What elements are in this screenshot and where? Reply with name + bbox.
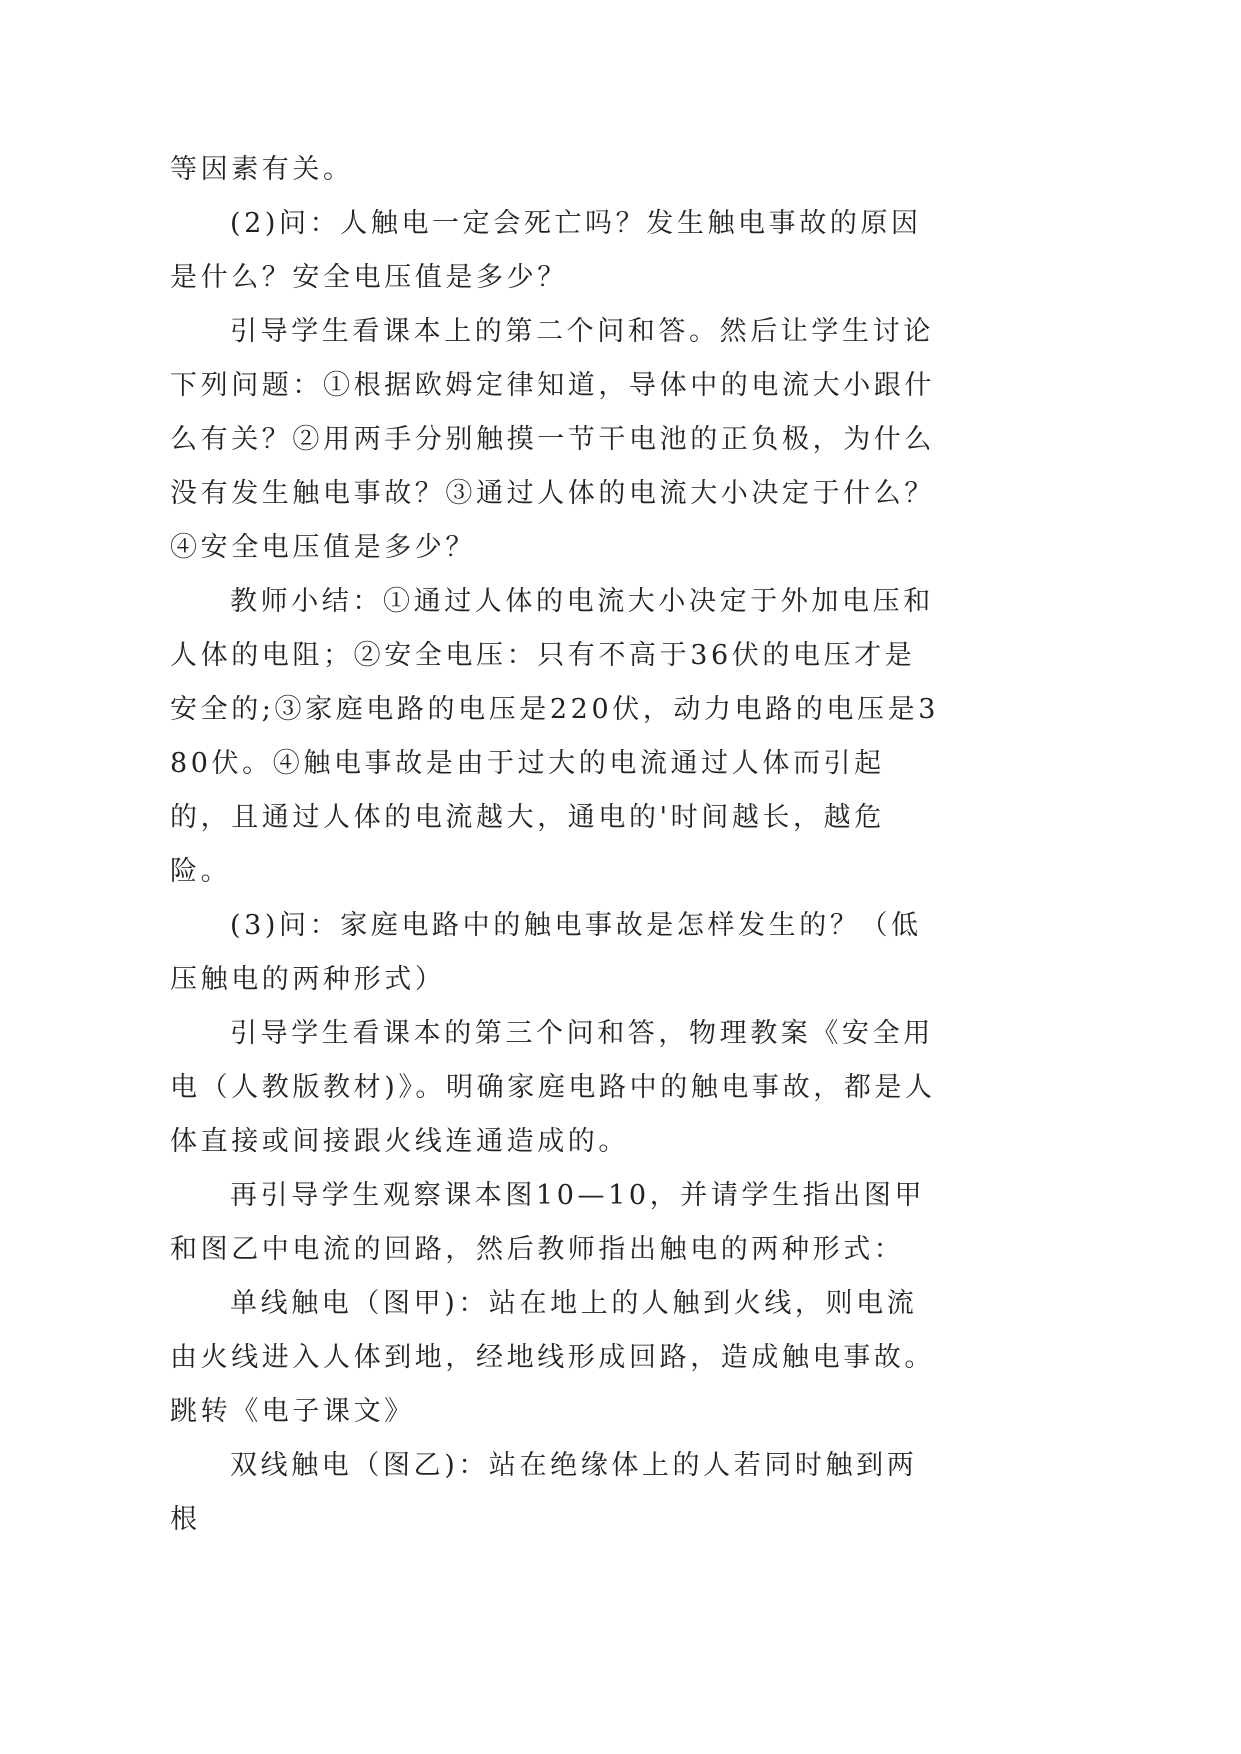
paragraph-textbook-guide: 引导学生看课本的第三个问和答，物理教案《安全用电（人教版教材)》。明确家庭电路中的触电事故，都是人体直接或间接跟火线连通造成的。: [170, 1018, 936, 1157]
document-body: [170, 143, 940, 1547]
paragraph-question-2: (2)问：人触电一定会死亡吗？发生触电事故的原因是什么？安全电压值是多少？: [170, 208, 922, 293]
paragraph-figure-observation: 再引导学生观察课本图10—10，并请学生指出图甲和图乙中电流的回路，然后教师指出触电的两种形式：: [170, 1180, 926, 1265]
paragraph-teacher-summary: 教师小结：①通过人体的电流大小决定于外加电压和人体的电阻；②安全电压：只有不高于36伏的电压才是安全的;③家庭电路的电压是220伏，动力电路的电压是380伏。④触电事故是由于过大的电流通过人体而引起的，且通过人体的电流越大，通电的'时间越长，越危险。: [170, 586, 940, 887]
paragraph-question-3: (3)问：家庭电路中的触电事故是怎样发生的？（低压触电的两种形式）: [170, 910, 922, 995]
paragraph-double-line-contact: 双线触电（图乙)：站在绝缘体上的人若同时触到两根: [170, 1450, 918, 1535]
paragraph-single-line-contact: 单线触电（图甲)：站在地上的人触到火线，则电流由火线进入人体到地，经地线形成回路，造成触电事故。跳转《电子课文》: [170, 1288, 935, 1427]
paragraph-discussion: 引导学生看课本上的第二个问和答。然后让学生讨论下列问题：①根据欧姆定律知道，导体中的电流大小跟什么有关？②用两手分别触摸一节干电池的正负极，为什么没有发生触电事故？③通过人体的电流大小决定于什么？④安全电压值是多少？: [170, 316, 935, 563]
paragraph-continuation: 等因素有关。: [170, 154, 354, 185]
